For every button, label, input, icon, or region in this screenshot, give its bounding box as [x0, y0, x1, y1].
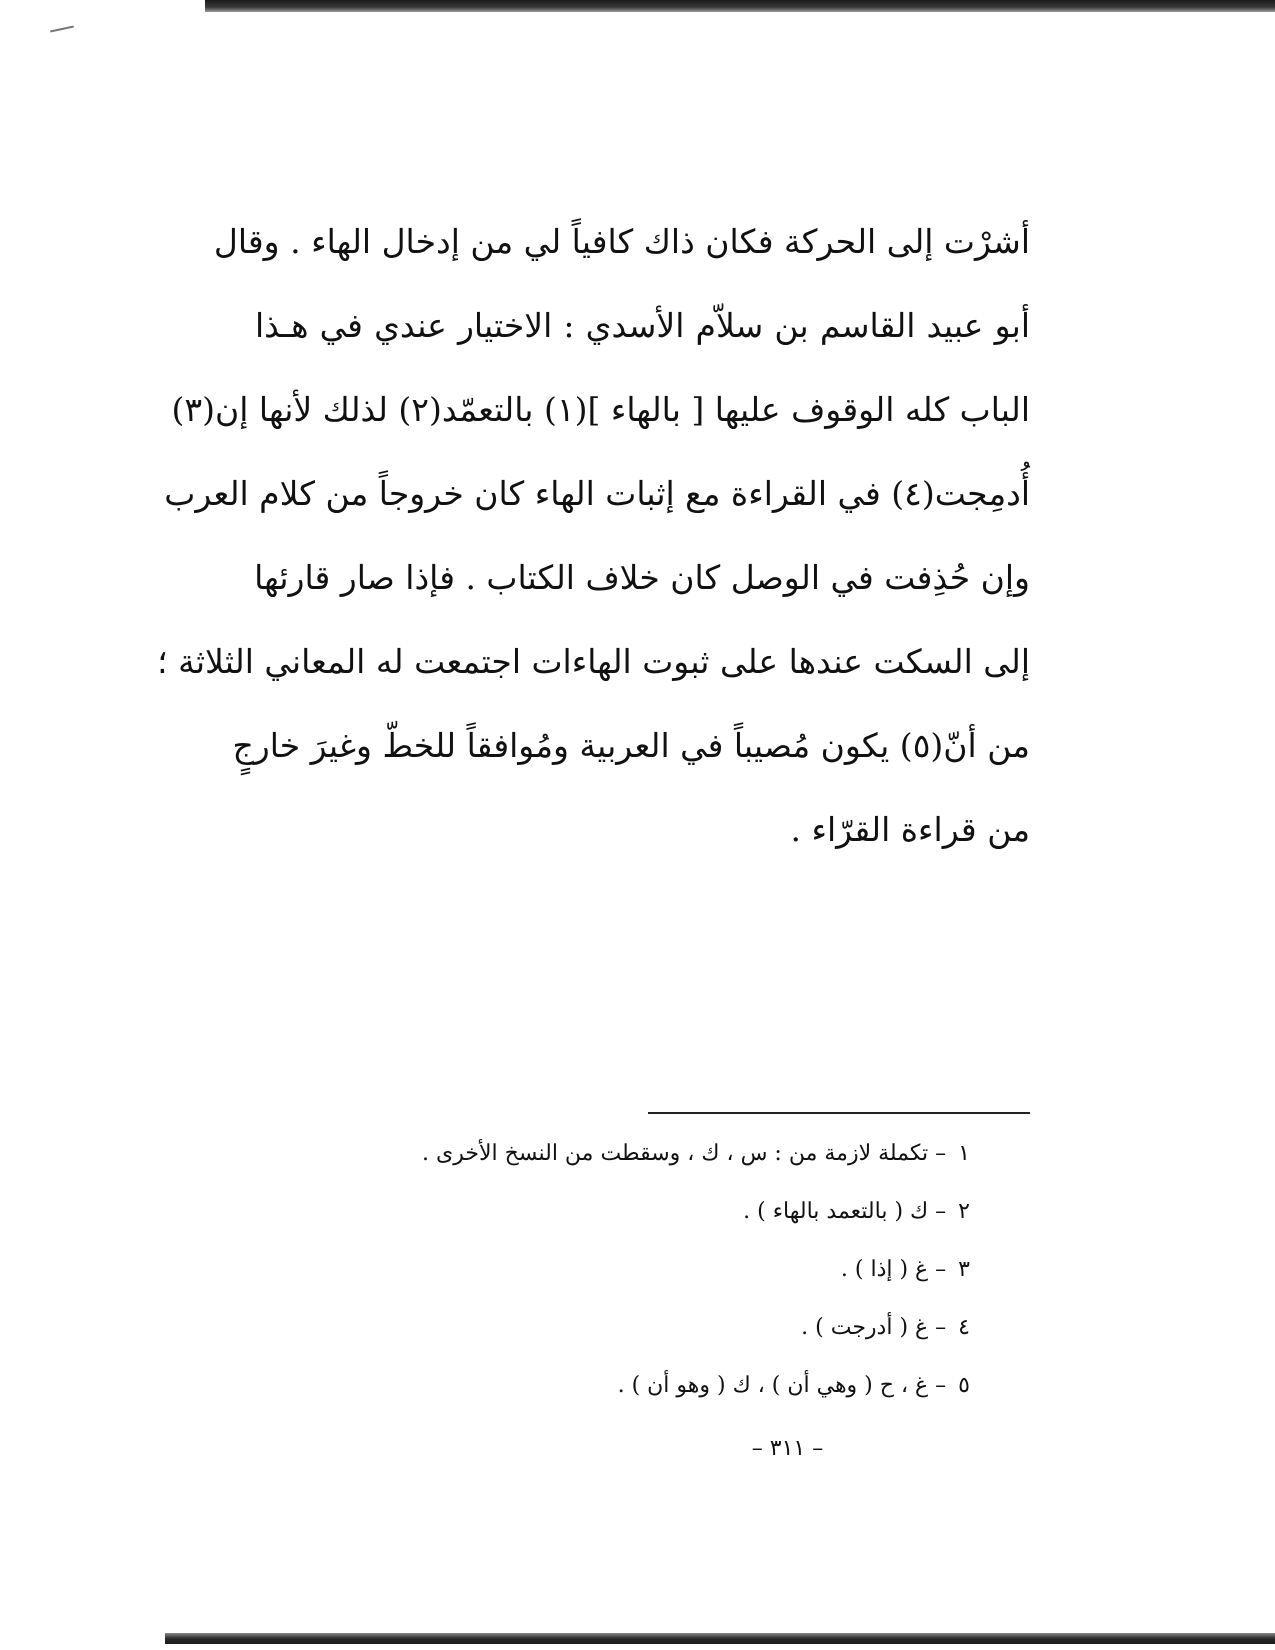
scan-top-edge [205, 0, 1275, 12]
footnote-text: – غ ( إذا ) . [840, 1257, 947, 1282]
footnote-text: – غ ، ح ( وهي أن ) ، ك ( وهو أن ) . [617, 1373, 947, 1398]
scan-bottom-edge [165, 1633, 1275, 1644]
footnote-number: ١ [958, 1141, 970, 1166]
footnote-4 [422, 1304, 970, 1362]
scan-mark [50, 26, 74, 33]
footnote-divider [648, 1112, 1030, 1114]
footnotes [422, 1130, 970, 1420]
footnote-text: – تكملة لازمة من : س ، ك ، وسقطت من النسخ الأخرى . [422, 1141, 947, 1166]
text-line-6: إلى السكت عندها على ثبوت الهاءات اجتمعت له المعاني الثلاثة ؛ [157, 642, 1030, 681]
footnote-number: ٤ [958, 1315, 970, 1340]
footnote-5 [422, 1362, 970, 1420]
text-line-2: أبو عبيد القاسم بن سلاّم الأسدي : الاختيار عندي في هـذا [255, 306, 1030, 345]
page-number-text: – ٣١١ – [751, 1436, 824, 1461]
footnote-1 [422, 1130, 970, 1188]
footnote-number: ٣ [958, 1257, 970, 1282]
text-line-8: من قراءة القرّاء . [790, 810, 1030, 849]
footnote-number: ٥ [958, 1373, 970, 1398]
text-line-5: وإن حُذِفت في الوصل كان خلاف الكتاب . فإذا صار قارئها [254, 558, 1030, 597]
text-line-1: أشرْت إلى الحركة فكان ذاك كافياً لي من إدخال الهاء . وقال [213, 222, 1030, 261]
text-line-7: من أنّ(٥) يكون مُصيباً في العربية ومُوافقاً للخطّ وغيرَ خارجٍ [232, 726, 1030, 765]
footnote-text: – غ ( أدرجت ) . [801, 1315, 947, 1340]
footnote-3 [422, 1246, 970, 1304]
main-text [157, 200, 1030, 872]
page-number [0, 1436, 1275, 1461]
text-line-3: الباب كله الوقوف عليها [ بالهاء ](١) بالتعمّد(٢) لذلك لأنها إن(٣) [171, 390, 1030, 429]
text-line-4: أُدمِجت(٤) في القراءة مع إثبات الهاء كان خروجاً من كلام العرب [164, 474, 1030, 513]
footnote-2 [422, 1188, 970, 1246]
footnote-number: ٢ [958, 1199, 970, 1224]
footnote-text: – ك ( بالتعمد بالهاء ) . [743, 1199, 947, 1224]
